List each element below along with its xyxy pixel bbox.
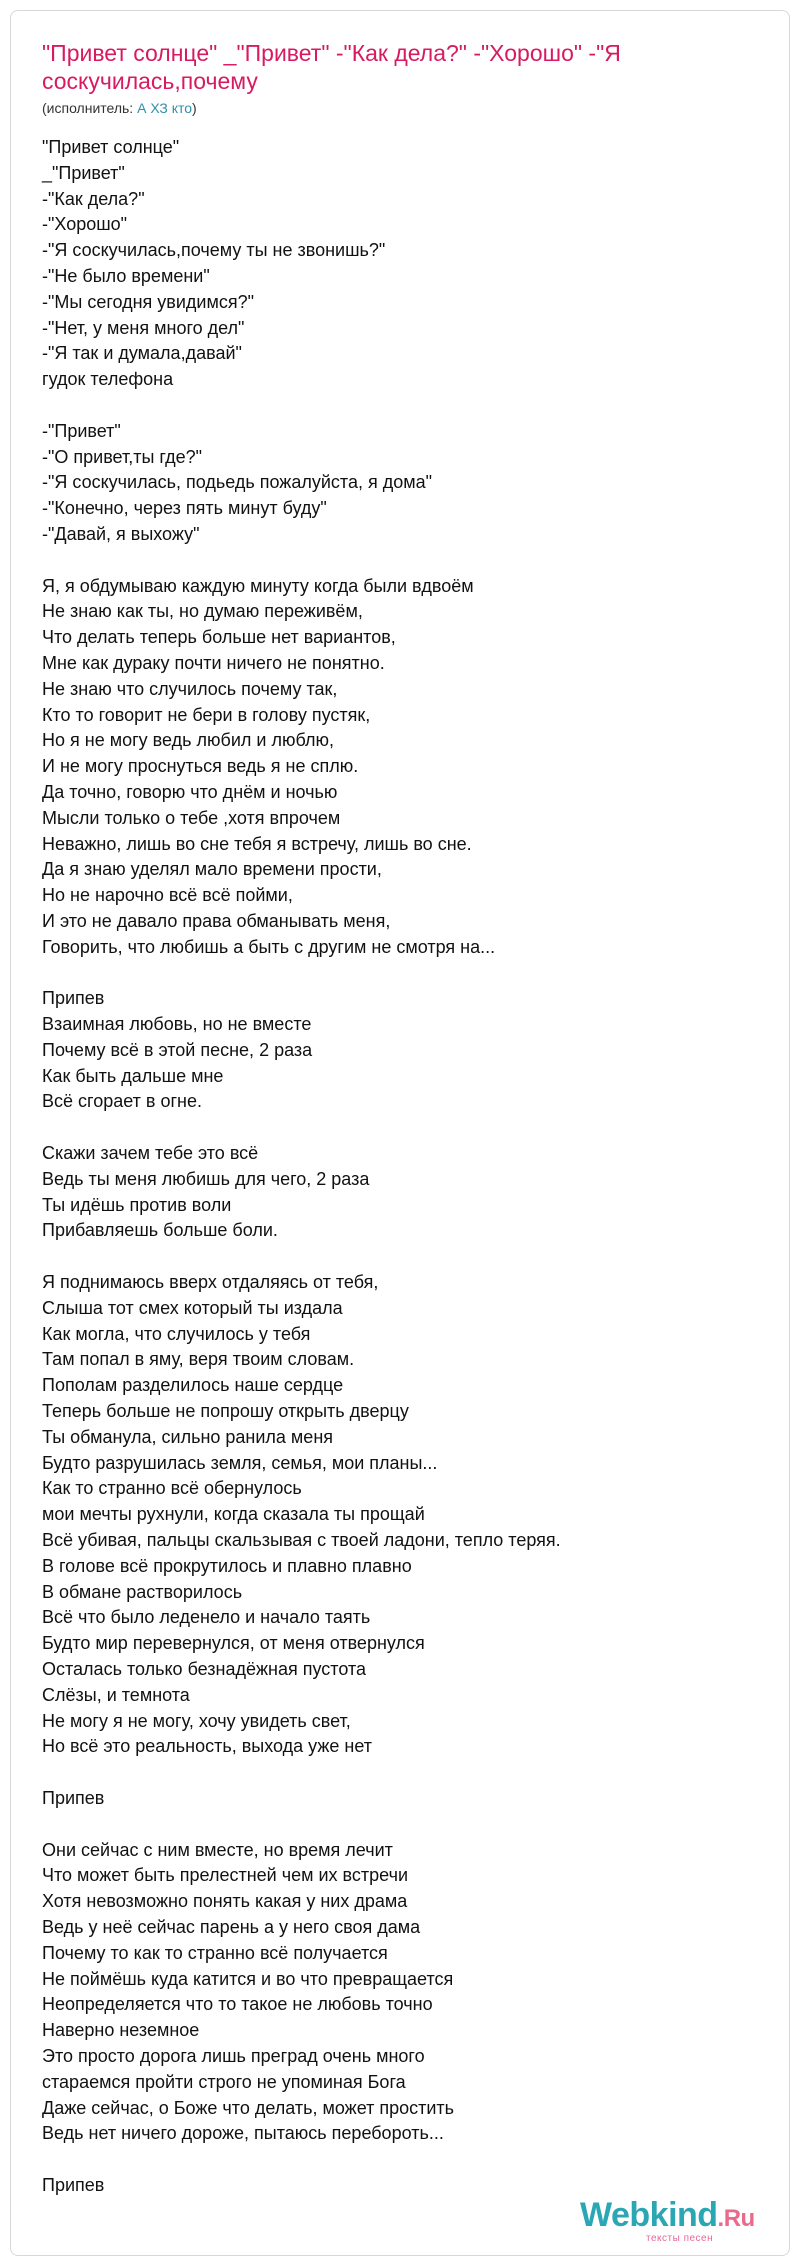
lyric-line: Почему всё в этой песне, 2 раза xyxy=(42,1039,313,1060)
lyric-line: Мне как дураку почти ничего не понятно. xyxy=(42,652,385,673)
lyric-line: Там попал в яму, веря твоим словам. xyxy=(42,1349,355,1370)
lyric-line: Припев xyxy=(42,1788,105,1808)
lyric-line: И это не давало права обманывать меня, xyxy=(42,910,391,931)
lyric-line: -"Как дела?" xyxy=(42,188,145,209)
lyric-line: Теперь больше не попрошу открыть дверцу xyxy=(42,1401,409,1422)
lyric-line: Что может быть прелестней чем их встречи xyxy=(42,1865,409,1886)
lyric-line: В обмане растворилось xyxy=(42,1581,243,1602)
lyric-line: -"Мы сегодня увидимся?" xyxy=(42,291,255,312)
lyric-line: Не знаю что случилось почему так, xyxy=(42,678,338,699)
lyric-line xyxy=(42,1115,762,1141)
lyric-line: Это просто дорога лишь преград очень много xyxy=(42,2045,425,2066)
logo-subtitle: тексты песен xyxy=(646,2233,714,2244)
lyric-line: Осталась только безнадёжная пустота xyxy=(42,1659,367,1680)
lyric-line: Да точно, говорю что днём и ночью xyxy=(42,781,338,802)
lyric-line: Ведь у неё сейчас парень а у него своя дама xyxy=(42,1916,421,1937)
lyric-line: Почему то как то странно всё получается xyxy=(42,1942,388,1963)
lyric-line: Не могу я не могу, хочу увидеть свет, xyxy=(42,1710,351,1731)
lyric-line: -"Я соскучилась,почему ты не звонишь?" xyxy=(42,240,386,261)
lyric-line: Всё что было леденело и начало таять xyxy=(42,1607,371,1628)
lyric-line: -"Конечно, через пять минут буду" xyxy=(42,498,327,519)
lyric-line xyxy=(42,1760,762,1786)
logo-wordmark xyxy=(580,2196,776,2238)
lyric-line: В голове всё прокрутилось и плавно плавно xyxy=(42,1555,412,1576)
lyric-line: -"Я так и думала,давай" xyxy=(42,343,242,364)
lyric-line: Мысли только о тебе ,хотя впрочем xyxy=(42,807,341,828)
lyric-line: Хотя невозможно понять какая у них драма xyxy=(42,1891,408,1912)
lyric-line: Кто то говорит не бери в голову пустяк, xyxy=(42,704,371,725)
lyric-line: Но всё это реальность, выхода уже нет xyxy=(42,1736,372,1757)
lyric-line: Прибавляешь больше боли. xyxy=(42,1220,278,1241)
lyric-line xyxy=(42,961,762,987)
lyric-line: Неопределяется что то такое не любовь точно xyxy=(42,1994,433,2015)
lyric-line: Как могла, что случилось у тебя xyxy=(42,1323,311,1344)
lyric-line xyxy=(42,2147,762,2173)
lyric-line: стараемся пройти строго не упоминая Бога xyxy=(42,2071,406,2092)
lyric-line xyxy=(42,393,762,419)
lyric-line: -"Не было времени" xyxy=(42,265,210,286)
lyric-line: Слыша тот смех который ты издала xyxy=(42,1297,343,1318)
lyric-line: Припев xyxy=(42,988,105,1009)
lyric-line: Неважно, лишь во сне тебя я встречу, лишь во сне. xyxy=(42,833,472,854)
lyric-line: -"Я соскучилась, подьедь пожалуйста, я дома" xyxy=(42,472,432,493)
lyric-line: Будто мир перевернулся, от меня отвернулся xyxy=(42,1633,425,1654)
lyric-line: -"Давай, я выхожу" xyxy=(42,523,200,544)
lyric-line: Да я знаю уделял мало времени прости, xyxy=(42,859,382,880)
lyric-line: Не знаю как ты, но думаю переживём, xyxy=(42,601,363,622)
logo-ru-text: .Ru xyxy=(717,2205,755,2232)
lyric-line: Припев xyxy=(42,2174,105,2195)
lyric-line: "Привет солнце" xyxy=(42,137,180,157)
lyric-line: Взаимная любовь, но не вместе xyxy=(42,1014,312,1035)
lyric-line: Я поднимаюсь вверх отдаляясь от тебя, xyxy=(42,1272,379,1293)
lyric-line: -"О привет,ты где?" xyxy=(42,446,203,467)
lyric-line: Как то странно всё обернулось xyxy=(42,1478,302,1499)
lyric-line: -"Нет, у меня много дел" xyxy=(42,317,245,338)
lyric-line: Но я не могу ведь любил и люблю, xyxy=(42,730,334,751)
lyric-line: Ведь нет ничего дороже, пытаюсь перебороть... xyxy=(42,2123,444,2144)
lyric-line: Слёзы, и темнота xyxy=(42,1684,190,1705)
lyric-line: мои мечты рухнули, когда сказала ты прощай xyxy=(42,1504,425,1525)
lyric-line: -"Привет" xyxy=(42,420,121,441)
lyric-line xyxy=(42,548,762,574)
lyric-line: Наверно неземное xyxy=(42,2020,200,2041)
lyric-line: Скажи зачем тебе это всё xyxy=(42,1143,259,1164)
lyric-line: Говорить, что любишь а быть с другим не смотря на... xyxy=(42,936,496,957)
lyric-line: Ты идёшь против воли xyxy=(42,1194,232,1215)
lyric-line: Они сейчас с ним вместе, но время лечит xyxy=(42,1839,393,1860)
logo-web-text: Webkind xyxy=(580,2196,718,2234)
lyric-line: Будто разрушилась земля, семья, мои планы... xyxy=(42,1452,438,1473)
lyrics-body xyxy=(42,135,762,2199)
song-title: "Привет солнце" _"Привет" -"Как дела?" -"Хорошо" -"Я соскучилась,почему xyxy=(42,40,621,94)
artist-line xyxy=(42,99,762,117)
artist-link[interactable]: А ХЗ кто xyxy=(137,100,193,116)
song-header xyxy=(42,39,762,117)
lyric-line: Даже сейчас, о Боже что делать, может простить xyxy=(42,2097,455,2118)
lyric-line: Пополам разделилось наше сердце xyxy=(42,1375,344,1396)
lyric-line: Ведь ты меня любишь для чего, 2 раза xyxy=(42,1168,370,1189)
lyric-line: Не поймёшь куда катится и во что превращается xyxy=(42,1968,454,1989)
lyric-line: Но не нарочно всё всё пойми, xyxy=(42,885,293,906)
lyric-line xyxy=(42,1244,762,1270)
lyric-line: Что делать теперь больше нет вариантов, xyxy=(42,627,396,648)
lyric-line: Всё убивая, пальцы скальзывая с твоей ладони, тепло теряя. xyxy=(42,1530,561,1551)
lyric-line: гудок телефона xyxy=(42,369,174,390)
lyric-line: _"Привет" xyxy=(42,162,125,183)
artist-suffix: ) xyxy=(192,100,197,116)
lyric-line: И не могу проснуться ведь я не сплю. xyxy=(42,756,359,777)
lyric-line: -"Хорошо" xyxy=(42,214,128,235)
lyric-line: Я, я обдумываю каждую минуту когда были вдвоём xyxy=(42,575,474,596)
lyric-line: Ты обманула, сильно ранила меня xyxy=(42,1426,334,1447)
webkind-logo[interactable] xyxy=(580,2196,776,2246)
lyric-line xyxy=(42,1812,762,1838)
artist-prefix: (исполнитель: xyxy=(42,100,138,116)
lyric-line: Как быть дальше мне xyxy=(42,1065,224,1086)
lyric-line: Всё сгорает в огне. xyxy=(42,1091,202,1112)
